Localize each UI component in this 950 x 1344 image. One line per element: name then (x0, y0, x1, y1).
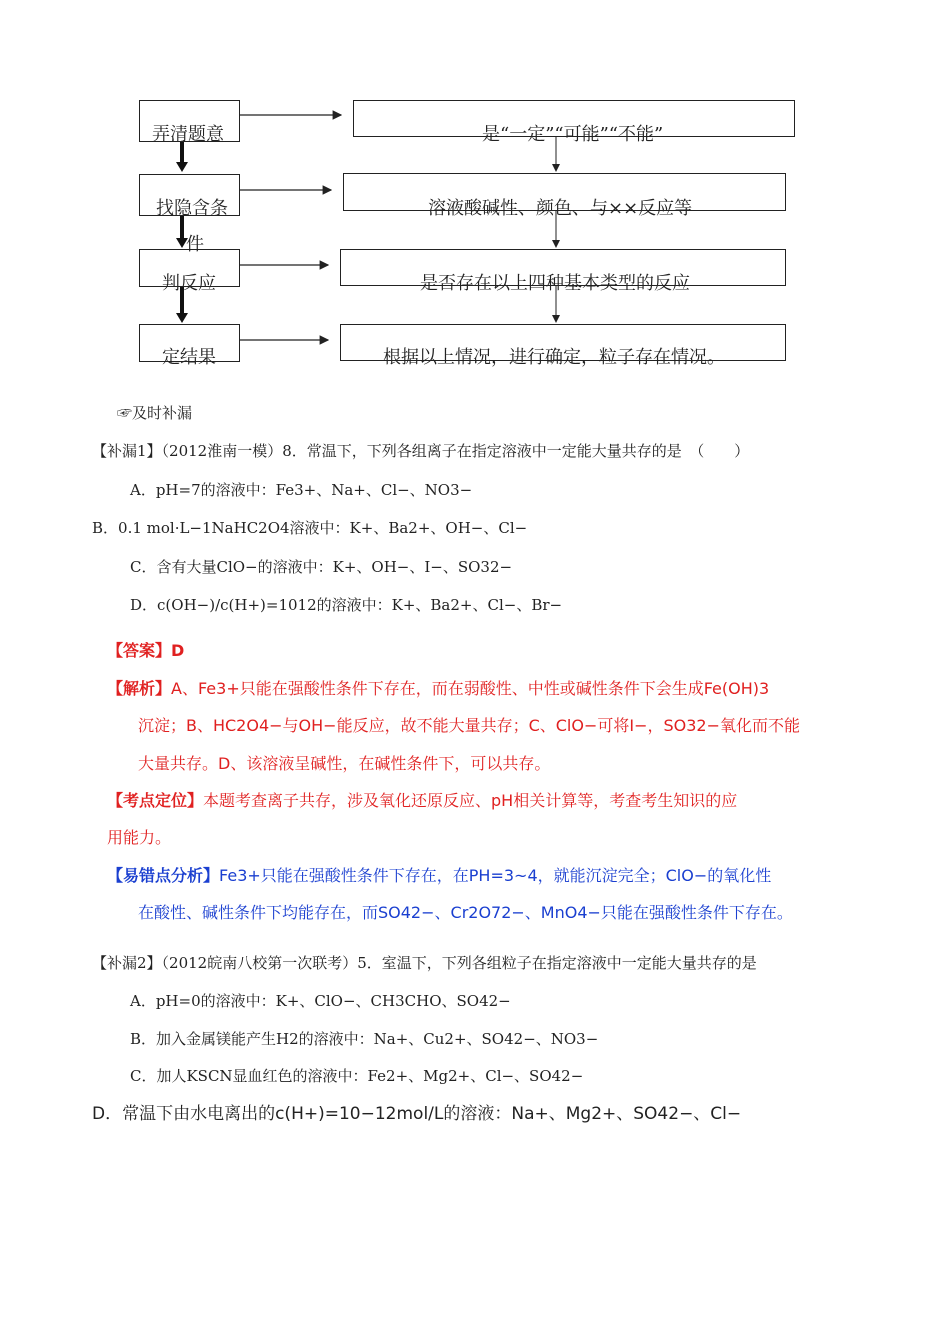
q1-option-c: C．含有大量ClO−的溶液中：K+、OH−、I−、SO32− (130, 558, 513, 576)
analysis-tag: 【解析】 (107, 679, 172, 698)
analysis-line-2: 沉淀；B、HC2O4−与OH−能反应，故不能大量共存；C、ClO−可将I−，SO32−氧化而不能 (138, 716, 801, 735)
q2-stem: 【补漏2】（2012皖南八校第一次联考）5．室温下，下列各组粒子在指定溶液中一定能大量共存的是 (92, 954, 757, 972)
q1-option-d: D．c(OH−)/c(H+)=1012的溶液中：K+、Ba2+、Cl−、Br− (130, 596, 563, 614)
yicuo-text-1: Fe3+只能在强酸性条件下存在，在PH=3~4，就能沉淀完全；ClO−的氧化性 (219, 866, 772, 885)
flow-label-hidden-conditions-wrap: 件 (186, 234, 204, 255)
flow-label-understand: 弄清题意 (152, 124, 224, 145)
flow-text-solution-properties: 溶液酸碱性、颜色、与××反应等 (428, 198, 693, 219)
q2-option-c: C．加人KSCN显血红色的溶液中：Fe2+、Mg2+、Cl−、SO42− (130, 1067, 584, 1085)
answer-tag: 【答案】 (107, 641, 172, 660)
kaodian-line-2: 用能力。 (107, 828, 172, 847)
kaodian-text-1: 本题考查离子共存，涉及氧化还原反应、pH相关计算等，考查考生知识的应 (203, 791, 738, 810)
q2-option-b: B．加入金属镁能产生H2的溶液中：Na+、Cu2+、SO42−、NO3− (130, 1030, 599, 1048)
flow-label-judge-reaction: 判反应 (162, 273, 216, 294)
answer-line (107, 638, 184, 661)
flow-text-final: 根据以上情况，进行确定，粒子存在情况。 (383, 347, 725, 368)
kaodian-tag: 【考点定位】 (107, 791, 204, 810)
flow-connectors (0, 0, 950, 400)
flow-text-reaction-types: 是否存在以上四种基本类型的反应 (420, 273, 690, 294)
answer-value: D (171, 641, 185, 660)
flow-label-conclusion: 定结果 (162, 347, 216, 368)
analysis-line-3: 大量共存。D、该溶液呈碱性，在碱性条件下，可以共存。 (138, 754, 551, 773)
analysis-line-1 (107, 676, 769, 699)
q1-option-b: B．0.1 mol·L−1NaHC2O4溶液中：K+、Ba2+、OH−、Cl− (92, 519, 528, 537)
yicuo-tag: 【易错点分析】 (107, 866, 220, 885)
yicuo-line-2: 在酸性、碱性条件下均能存在，而SO42−、Cr2O72−、MnO4−只能在强酸性条件下存在。 (138, 903, 793, 922)
kaodian-line-1 (107, 788, 737, 811)
yicuo-line-1 (107, 863, 771, 886)
analysis-text-1: A、Fe3+只能在强酸性条件下存在，而在弱酸性、中性或碱性条件下会生成Fe(OH)3 (171, 679, 770, 698)
flow-text-possibility: 是“一定”“可能”“不能” (482, 124, 664, 145)
q1-stem: 【补漏1】（2012淮南一模）8．常温下，下列各组离子在指定溶液中一定能大量共存的是 （ ） (92, 442, 750, 460)
q2-option-d: D．常温下由水电离出的c(H+)=10−12mol/L的溶液：Na+、Mg2+、SO42−、Cl− (92, 1104, 742, 1124)
section-title: ☞及时补漏 (117, 404, 193, 422)
q1-option-a: A．pH=7的溶液中：Fe3+、Na+、Cl−、NO3− (130, 481, 473, 499)
q2-option-a: A．pH=0的溶液中：K+、ClO−、CH3CHO、SO42− (130, 992, 511, 1010)
flow-label-hidden-conditions: 找隐含条 (156, 198, 228, 219)
